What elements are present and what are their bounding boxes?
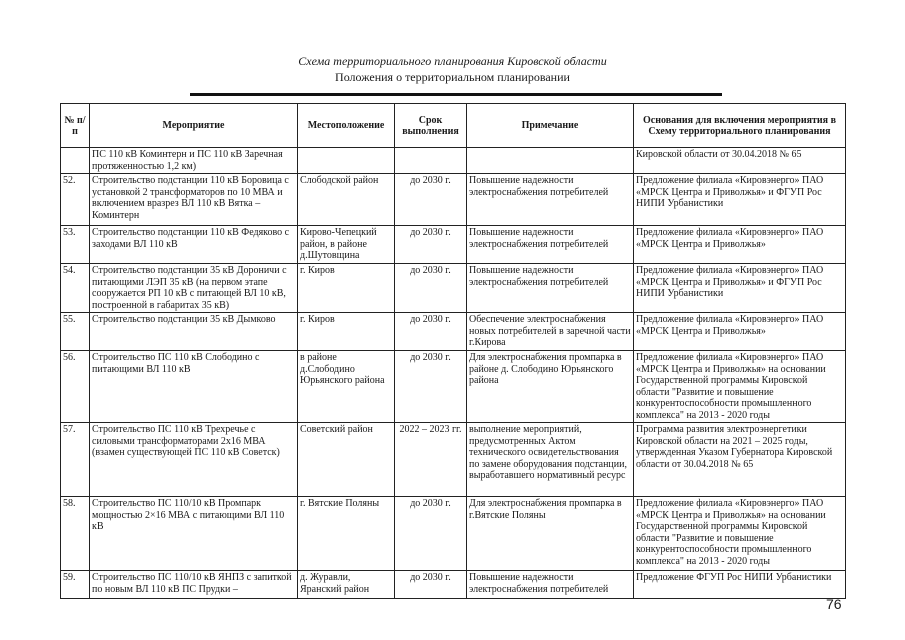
column-header-term: Срок выполнения	[395, 104, 467, 148]
row-number: 53.	[61, 226, 90, 264]
table-row	[61, 226, 846, 264]
table-row	[61, 571, 846, 599]
row-term: до 2030 г.	[395, 264, 467, 313]
row-term: до 2030 г.	[395, 174, 467, 226]
document-subtitle: Положения о территориальном планировании	[335, 70, 570, 84]
row-location: г. Киров	[298, 313, 395, 351]
row-location: Советский район	[298, 423, 395, 497]
row-location: г. Киров	[298, 264, 395, 313]
table-row	[61, 174, 846, 226]
row-basis: Предложение филиала «Кировэнерго» ПАО «МРСК Центра и Приволжья»	[634, 313, 846, 351]
row-event: ПС 110 кВ Коминтерн и ПС 110 кВ Заречная протяженностью 1,2 км)	[90, 148, 298, 174]
page-number: 76	[826, 596, 842, 612]
column-header-number: № п/п	[61, 104, 90, 148]
row-number: 52.	[61, 174, 90, 226]
row-note: Повышение надежности электроснабжения потребителей	[467, 571, 634, 599]
column-header-basis: Основания для включения мероприятия в Схему территориального планирования	[634, 104, 846, 148]
measures-table	[60, 103, 846, 599]
column-header-event: Мероприятие	[90, 104, 298, 148]
row-number: 57.	[61, 423, 90, 497]
row-term: до 2030 г.	[395, 226, 467, 264]
row-number: 54.	[61, 264, 90, 313]
row-note: Для электроснабжения промпарка в районе д. Слободино Юрьянского района	[467, 351, 634, 423]
row-term: до 2030 г.	[395, 571, 467, 599]
header-divider	[190, 93, 722, 96]
row-term: до 2030 г.	[395, 313, 467, 351]
table-row	[61, 264, 846, 313]
row-basis: Предложение филиала «Кировэнерго» ПАО «МРСК Центра и Приволжья»	[634, 226, 846, 264]
row-number: 55.	[61, 313, 90, 351]
row-event: Строительство подстанции 35 кВ Дымково	[90, 313, 298, 351]
table-row	[61, 497, 846, 571]
row-location: в районе д.Слободино Юрьянского района	[298, 351, 395, 423]
row-note: Повышение надежности электроснабжения потребителей	[467, 264, 634, 313]
row-term: до 2030 г.	[395, 497, 467, 571]
table-row	[61, 351, 846, 423]
row-basis: Предложение филиала «Кировэнерго» ПАО «МРСК Центра и Приволжья» на основании Государственной программы Кировской области "Развитие и повышение конкурентоспособности промышленного комплекса" на 2013 - 2020 годы	[634, 351, 846, 423]
row-number	[61, 148, 90, 174]
row-note: выполнение мероприятий, предусмотренных Актом технического освидетельствования по замене оборудования подстанции, выработавшего нормативный ресурс	[467, 423, 634, 497]
row-note: Повышение надежности электроснабжения потребителей	[467, 174, 634, 226]
table-row	[61, 423, 846, 497]
row-event: Строительство ПС 110/10 кВ Промпарк мощностью 2×16 МВА с питающими ВЛ 110 кВ	[90, 497, 298, 571]
row-number: 56.	[61, 351, 90, 423]
row-event: Строительство ПС 110 кВ Слободино с питающими ВЛ 110 кВ	[90, 351, 298, 423]
row-number: 58.	[61, 497, 90, 571]
table-row	[61, 313, 846, 351]
row-location	[298, 148, 395, 174]
row-basis: Предложение филиала «Кировэнерго» ПАО «МРСК Центра и Приволжья» и ФГУП Рос НИПИ Урбанистики	[634, 174, 846, 226]
row-event: Строительство подстанции 110 кВ Боровица с установкой 2 трансформаторов по 10 МВА и включением вразрез ВЛ 110 кВ Вятка – Коминтерн	[90, 174, 298, 226]
row-basis: Программа развития электроэнергетики Кировской области на 2021 – 2025 годы, утвержденная Указом Губернатора Кировской области от 30.04.2018 № 65	[634, 423, 846, 497]
row-basis: Предложение филиала «Кировэнерго» ПАО «МРСК Центра и Приволжья» и ФГУП Рос НИПИ Урбанистики	[634, 264, 846, 313]
row-note: Для электроснабжения промпарка в г.Вятские Поляны	[467, 497, 634, 571]
row-event: Строительство подстанции 110 кВ Федяково с заходами ВЛ 110 кВ	[90, 226, 298, 264]
row-location: д. Журавли, Яранский район	[298, 571, 395, 599]
row-note: Повышение надежности электроснабжения потребителей	[467, 226, 634, 264]
row-location: Слободской район	[298, 174, 395, 226]
table-row	[61, 148, 846, 174]
document-title: Схема территориального планирования Кировской области	[298, 54, 607, 68]
column-header-location: Местоположение	[298, 104, 395, 148]
row-basis: Кировской области от 30.04.2018 № 65	[634, 148, 846, 174]
row-event: Строительство ПС 110 кВ Трехречье с силовыми трансформаторами 2х16 МВА (взамен существующей ПС 110 кВ Советск)	[90, 423, 298, 497]
row-term: до 2030 г.	[395, 351, 467, 423]
row-location: Кирово-Чепецкий район, в районе д.Шутовщина	[298, 226, 395, 264]
row-note: Обеспечение электроснабжения новых потребителей в заречной части г.Кирова	[467, 313, 634, 351]
row-event: Строительство ПС 110/10 кВ ЯНПЗ с запиткой по новым ВЛ 110 кВ ПС Прудки –	[90, 571, 298, 599]
row-number: 59.	[61, 571, 90, 599]
column-header-note: Примечание	[467, 104, 634, 148]
row-location: г. Вятские Поляны	[298, 497, 395, 571]
row-basis: Предложение филиала «Кировэнерго» ПАО «МРСК Центра и Приволжья» на основании Государственной программы Кировской области "Развитие и повышение конкурентоспособности промышленного комплекса" на 2013 - 2020 годы	[634, 497, 846, 571]
row-term: 2022 – 2023 гг.	[395, 423, 467, 497]
row-basis: Предложение ФГУП Рос НИПИ Урбанистики	[634, 571, 846, 599]
row-note	[467, 148, 634, 174]
row-term	[395, 148, 467, 174]
row-event: Строительство подстанции 35 кВ Дороничи с питающими ЛЭП 35 кВ (на первом этапе сооружается РП 10 кВ с питающей ВЛ 10 кВ, построенной в габаритах 35 кВ)	[90, 264, 298, 313]
